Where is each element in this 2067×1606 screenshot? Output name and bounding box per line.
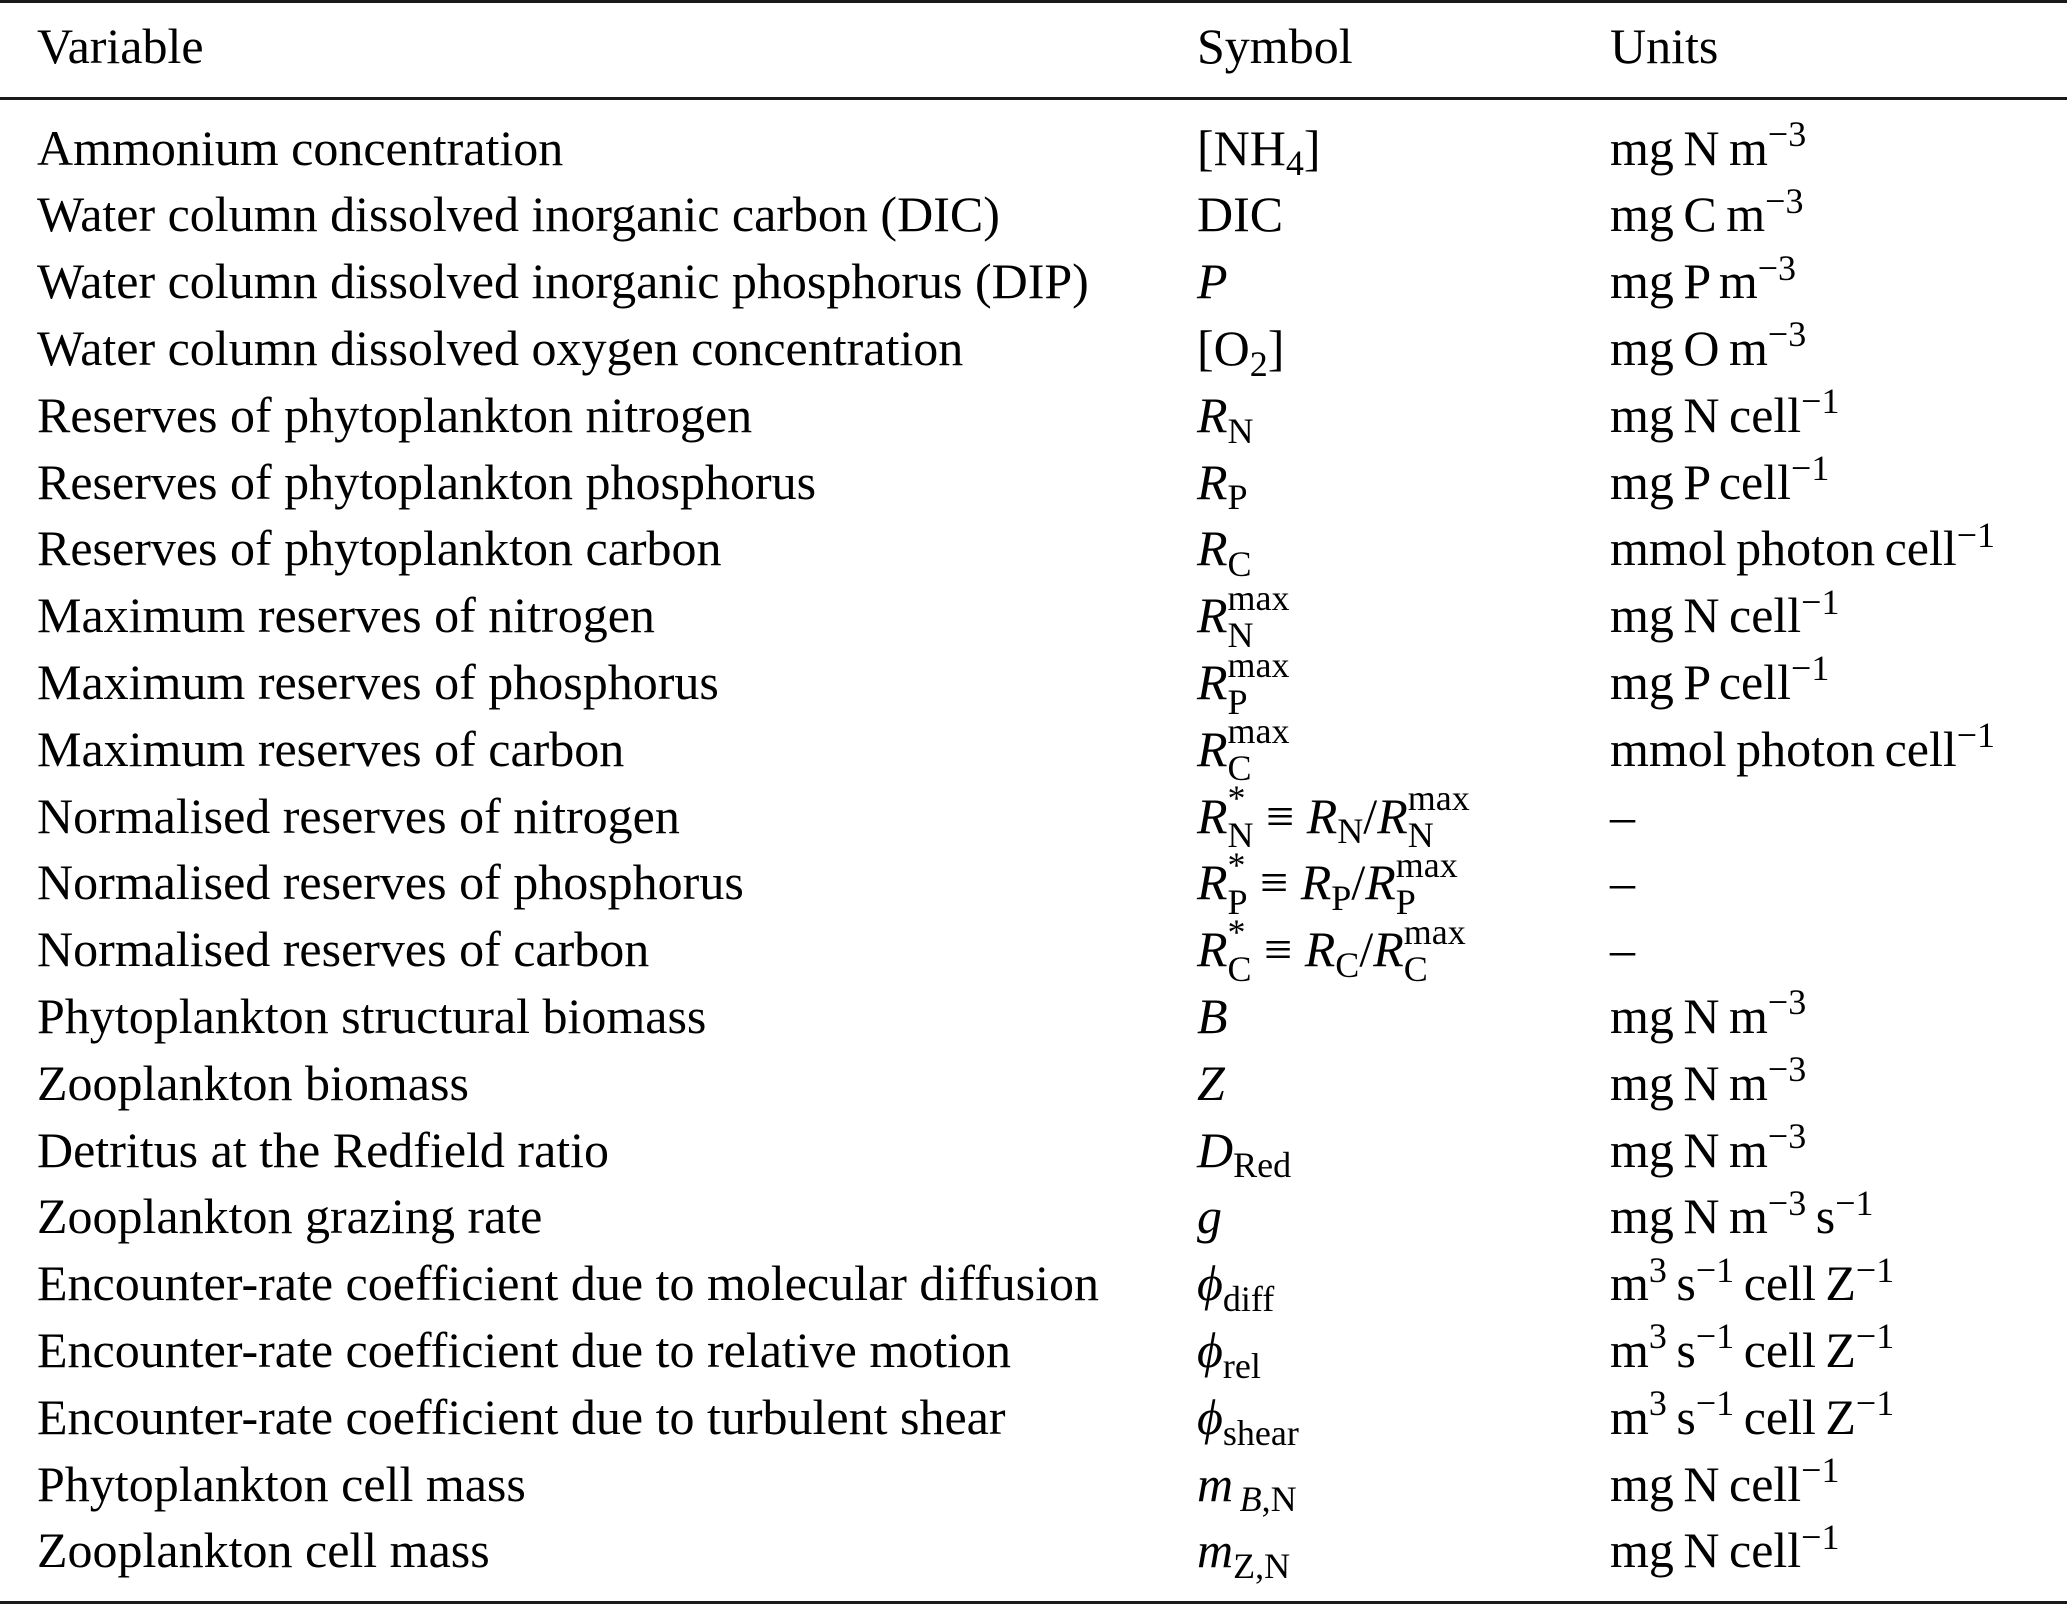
unit-superscript: −3 <box>1765 180 1804 221</box>
symbol-superscript: * <box>1227 778 1246 819</box>
variable-cell: Reserves of phytoplankton carbon <box>37 520 722 577</box>
symbol-subscript: 4 <box>1285 143 1304 184</box>
symbol-cell <box>1197 115 1321 182</box>
symbol-stacked-scripts <box>1227 577 1290 655</box>
units-cell <box>1610 1117 1806 1184</box>
table-row <box>0 1117 2067 1184</box>
symbol-italic-text: R <box>1197 720 1228 777</box>
symbol-italic-text: g <box>1197 1188 1222 1245</box>
table-row <box>0 1050 2067 1117</box>
symbol-cell <box>1197 644 1290 722</box>
variable-cell: Detritus at the Redfield ratio <box>37 1121 610 1178</box>
symbol-text: [O <box>1197 320 1250 377</box>
symbol-stacked-scripts <box>1403 911 1466 989</box>
symbol-superscript: max <box>1227 711 1290 752</box>
table-bottom-rule <box>0 1601 2067 1604</box>
symbol-subscript: Z,N <box>1233 1546 1291 1587</box>
unit-text: mg N m <box>1610 1054 1768 1111</box>
symbol-cell <box>1197 1183 1222 1250</box>
variable-cell: Zooplankton biomass <box>37 1054 469 1111</box>
symbol-italic-text: R <box>1377 787 1408 844</box>
unit-text: mmol photon cell <box>1610 520 1957 577</box>
units-cell <box>1610 315 1806 382</box>
symbol-subscript: P <box>1227 881 1248 922</box>
symbol-italic-text: R <box>1197 386 1228 443</box>
units-cell <box>1610 1317 1894 1384</box>
unit-superscript: −3 <box>1767 113 1807 154</box>
variable-cell: Water column dissolved inorganic phosphorus (DIP) <box>37 253 1089 310</box>
variable-cell: Encounter-rate coefficient due to relative motion <box>37 1322 1012 1379</box>
unit-superscript: −1 <box>1835 1182 1874 1223</box>
symbol-subscript: P <box>1227 681 1248 722</box>
symbol-cell <box>1197 181 1283 248</box>
unit-superscript: 3 <box>1648 1316 1667 1357</box>
symbol-italic-subscript: B <box>1239 1479 1262 1520</box>
table-row <box>0 1384 2067 1451</box>
units-cell <box>1610 515 1995 582</box>
unit-text: mg N m <box>1610 1121 1768 1178</box>
unit-text: mg P cell <box>1610 453 1792 510</box>
units-cell <box>1610 248 1796 315</box>
table-row <box>0 711 2067 789</box>
table-row <box>0 1183 2067 1250</box>
symbol-subscript: rel <box>1222 1345 1261 1386</box>
symbol-cell <box>1197 1384 1299 1451</box>
unit-superscript: −1 <box>1801 1516 1840 1557</box>
symbol-subscript: Red <box>1233 1145 1292 1186</box>
symbol-cell <box>1197 1317 1261 1384</box>
table-row <box>0 577 2067 655</box>
symbol-text: ≡ <box>1251 921 1305 978</box>
variable-cell: Water column dissolved oxygen concentration <box>37 320 964 377</box>
table-header <box>0 13 2067 80</box>
symbol-superscript: max <box>1227 644 1290 685</box>
table-row <box>0 115 2067 182</box>
unit-superscript: 3 <box>1648 1383 1667 1424</box>
unit-superscript: −3 <box>1767 1049 1807 1090</box>
symbol-cell <box>1197 1517 1291 1587</box>
table-row <box>0 449 2067 516</box>
symbol-italic-text: ϕ <box>1197 1322 1223 1379</box>
unit-superscript: −1 <box>1956 514 1996 555</box>
symbol-subscript: N <box>1407 815 1434 856</box>
symbol-subscript: C <box>1335 945 1360 986</box>
symbol-text: / <box>1351 854 1366 911</box>
symbol-cell <box>1197 1117 1291 1184</box>
variable-cell: Normalised reserves of phosphorus <box>37 854 744 911</box>
units-cell <box>1610 983 1806 1050</box>
symbol-cell <box>1197 577 1290 655</box>
unit-text: mg N m <box>1610 119 1768 176</box>
symbol-subscript: P <box>1331 878 1352 919</box>
unit-text: s <box>1666 1322 1696 1379</box>
unit-superscript: −1 <box>1695 1383 1735 1424</box>
table-row <box>0 181 2067 248</box>
symbol-subscript: 2 <box>1249 343 1268 384</box>
unit-superscript: −1 <box>1801 381 1840 422</box>
symbol-subscript: C <box>1227 748 1252 789</box>
symbol-text: / <box>1363 787 1378 844</box>
units-cell <box>1610 582 1839 649</box>
unit-superscript: −1 <box>1956 715 1996 756</box>
symbol-italic-text: R <box>1304 921 1336 978</box>
unit-text: cell Z <box>1734 1388 1856 1445</box>
symbol-italic-text: R <box>1197 921 1228 978</box>
symbol-superscript: * <box>1227 844 1246 885</box>
unit-text: mg N cell <box>1610 1522 1802 1579</box>
symbol-subscript: C <box>1403 948 1428 989</box>
unit-text: mg N cell <box>1610 386 1802 443</box>
table-row <box>0 382 2067 449</box>
symbol-italic-text: R <box>1306 787 1338 844</box>
column-header-units: Units <box>1610 17 1719 74</box>
symbol-text: ] <box>1303 119 1321 176</box>
symbol-subscript: P <box>1395 881 1416 922</box>
table-row <box>0 1249 2067 1320</box>
symbol-subscript: C <box>1227 544 1252 585</box>
column-header-symbol: Symbol <box>1197 17 1353 74</box>
symbol-subscript: P <box>1227 477 1248 518</box>
unit-text: – <box>1610 921 1635 978</box>
table-row <box>0 911 2067 989</box>
symbol-stacked-scripts <box>1227 778 1254 856</box>
variable-cell: Normalised reserves of carbon <box>37 921 650 978</box>
units-cell <box>1610 449 1829 516</box>
units-cell <box>1610 716 1995 783</box>
unit-superscript: −3 <box>1757 247 1797 288</box>
unit-text: mg C m <box>1610 186 1766 243</box>
units-cell <box>1610 1384 1894 1451</box>
unit-superscript: −1 <box>1855 1316 1895 1357</box>
symbol-text: ≡ <box>1253 787 1307 844</box>
symbol-subscript: diff <box>1222 1279 1275 1320</box>
units-cell <box>1610 382 1839 449</box>
units-cell <box>1610 649 1829 716</box>
variable-cell: Maximum reserves of carbon <box>37 720 625 777</box>
symbol-cell <box>1197 248 1228 315</box>
units-cell <box>1610 115 1806 182</box>
unit-superscript: −3 <box>1767 1115 1807 1156</box>
symbol-cell <box>1197 315 1284 382</box>
variable-cell: Normalised reserves of nitrogen <box>37 787 680 844</box>
symbol-cell <box>1197 711 1290 789</box>
symbol-text: ≡ <box>1247 854 1301 911</box>
unit-text: mg N m <box>1610 988 1768 1045</box>
table-row <box>0 844 2067 922</box>
table-row <box>0 1451 2067 1518</box>
unit-text: mg N cell <box>1610 1455 1802 1512</box>
unit-text: mg P m <box>1610 253 1758 310</box>
table-row <box>0 778 2067 856</box>
table-top-rule <box>0 0 2067 3</box>
unit-superscript: −1 <box>1855 1383 1895 1424</box>
symbol-superscript: * <box>1227 911 1246 952</box>
units-cell <box>1610 1517 1839 1584</box>
symbol-stacked-scripts <box>1227 911 1252 989</box>
unit-superscript: −1 <box>1791 447 1830 488</box>
unit-superscript: −1 <box>1801 1449 1840 1490</box>
unit-superscript: −1 <box>1695 1249 1735 1290</box>
symbol-italic-text: R <box>1373 921 1404 978</box>
unit-superscript: 3 <box>1648 1249 1667 1290</box>
variable-cell: Reserves of phytoplankton nitrogen <box>37 386 753 443</box>
units-cell <box>1610 1250 1894 1317</box>
table-body <box>0 115 2067 1585</box>
unit-text: – <box>1610 854 1635 911</box>
symbol-italic-text: m <box>1197 1455 1234 1512</box>
unit-superscript: −3 <box>1767 314 1807 355</box>
symbol-italic-text: R <box>1197 520 1228 577</box>
symbol-italic-text: m <box>1197 1522 1234 1579</box>
symbol-cell <box>1197 1050 1225 1117</box>
units-cell <box>1610 783 1635 850</box>
unit-superscript: −1 <box>1695 1316 1735 1357</box>
table-row <box>0 983 2067 1050</box>
symbol-cell <box>1197 983 1228 1050</box>
variable-cell: Reserves of phytoplankton phosphorus <box>37 453 817 510</box>
symbol-italic-text: P <box>1197 253 1228 310</box>
symbol-italic-text: R <box>1197 453 1228 510</box>
unit-text: cell Z <box>1734 1255 1856 1312</box>
symbol-subscript: ,N <box>1261 1479 1297 1520</box>
table-header-rule <box>0 97 2067 100</box>
symbol-text: [NH <box>1197 119 1286 176</box>
symbol-cell <box>1197 1250 1275 1320</box>
unit-text: mg N m <box>1610 1188 1768 1245</box>
table-row <box>0 315 2067 382</box>
units-cell <box>1610 1050 1806 1117</box>
variable-cell: Maximum reserves of phosphorus <box>37 654 719 711</box>
unit-text: s <box>1806 1188 1836 1245</box>
unit-superscript: −3 <box>1767 982 1807 1023</box>
symbol-stacked-scripts <box>1227 711 1290 789</box>
unit-superscript: −3 <box>1767 1182 1807 1223</box>
units-cell <box>1610 849 1635 916</box>
symbol-subscript: C <box>1227 948 1252 989</box>
symbol-italic-text: Z <box>1197 1054 1225 1111</box>
symbol-superscript: max <box>1403 911 1466 952</box>
units-cell <box>1610 916 1635 983</box>
table-row <box>0 514 2067 585</box>
symbol-italic-text: ϕ <box>1197 1388 1223 1445</box>
unit-superscript: −1 <box>1791 648 1830 689</box>
symbol-italic-text: R <box>1197 654 1228 711</box>
units-cell <box>1610 1451 1839 1518</box>
symbol-cell <box>1197 778 1470 856</box>
symbol-italic-text: D <box>1197 1121 1234 1178</box>
symbol-italic-text: R <box>1365 854 1396 911</box>
symbol-cell <box>1197 844 1458 922</box>
variable-cell: Ammonium concentration <box>37 119 564 176</box>
symbol-text: / <box>1359 921 1374 978</box>
symbol-italic-text: R <box>1197 787 1228 844</box>
unit-text: mmol photon cell <box>1610 720 1957 777</box>
symbol-cell <box>1197 515 1252 585</box>
unit-text: s <box>1666 1255 1696 1312</box>
unit-text: mg O m <box>1610 320 1768 377</box>
symbol-italic-text: R <box>1197 587 1228 644</box>
symbol-stacked-scripts <box>1227 844 1248 922</box>
unit-superscript: −1 <box>1855 1249 1895 1290</box>
symbol-superscript: max <box>1407 778 1470 819</box>
table-row <box>0 1317 2067 1384</box>
variable-cell: Zooplankton grazing rate <box>37 1188 543 1245</box>
unit-text: mg N cell <box>1610 587 1802 644</box>
symbol-stacked-scripts <box>1407 778 1470 856</box>
symbol-text: ] <box>1267 320 1285 377</box>
unit-text: – <box>1610 787 1635 844</box>
units-cell <box>1610 1183 1874 1250</box>
symbol-cell <box>1197 449 1248 516</box>
variable-cell: Encounter-rate coefficient due to turbulent shear <box>37 1388 1006 1445</box>
unit-superscript: −1 <box>1801 581 1840 622</box>
symbol-subscript: N <box>1227 815 1254 856</box>
column-header-variable: Variable <box>37 17 204 74</box>
symbol-subscript: N <box>1227 614 1254 655</box>
variable-cell: Encounter-rate coefficient due to molecular diffusion <box>37 1255 1100 1312</box>
variable-cell: Maximum reserves of nitrogen <box>37 587 655 644</box>
unit-text: s <box>1666 1388 1696 1445</box>
symbol-subscript: shear <box>1222 1412 1299 1453</box>
table-row <box>0 248 2067 315</box>
symbol-text: DIC <box>1197 186 1284 243</box>
symbol-superscript: max <box>1395 844 1458 885</box>
symbol-cell <box>1197 382 1254 449</box>
symbol-italic-text: B <box>1197 988 1228 1045</box>
symbol-subscript: N <box>1337 811 1364 852</box>
symbol-stacked-scripts <box>1395 844 1458 922</box>
variable-cell: Phytoplankton cell mass <box>37 1455 526 1512</box>
unit-text: mg P cell <box>1610 654 1792 711</box>
symbol-italic-text: R <box>1197 854 1228 911</box>
symbol-italic-text: R <box>1300 854 1332 911</box>
symbol-superscript: max <box>1227 577 1290 618</box>
variable-cell: Zooplankton cell mass <box>37 1522 490 1579</box>
symbol-subscript: N <box>1227 410 1254 451</box>
symbol-italic-text: ϕ <box>1197 1255 1223 1312</box>
unit-text: m <box>1610 1255 1649 1312</box>
unit-text: cell Z <box>1734 1322 1856 1379</box>
table-row <box>0 1516 2067 1587</box>
symbol-cell <box>1197 1451 1297 1518</box>
unit-text: m <box>1610 1388 1649 1445</box>
variable-cell: Water column dissolved inorganic carbon (DIC) <box>37 186 1000 243</box>
unit-text: m <box>1610 1322 1649 1379</box>
symbol-cell <box>1197 911 1466 989</box>
table-row <box>0 644 2067 722</box>
units-cell <box>1610 181 1803 248</box>
variable-cell: Phytoplankton structural biomass <box>37 988 707 1045</box>
symbol-stacked-scripts <box>1227 644 1290 722</box>
